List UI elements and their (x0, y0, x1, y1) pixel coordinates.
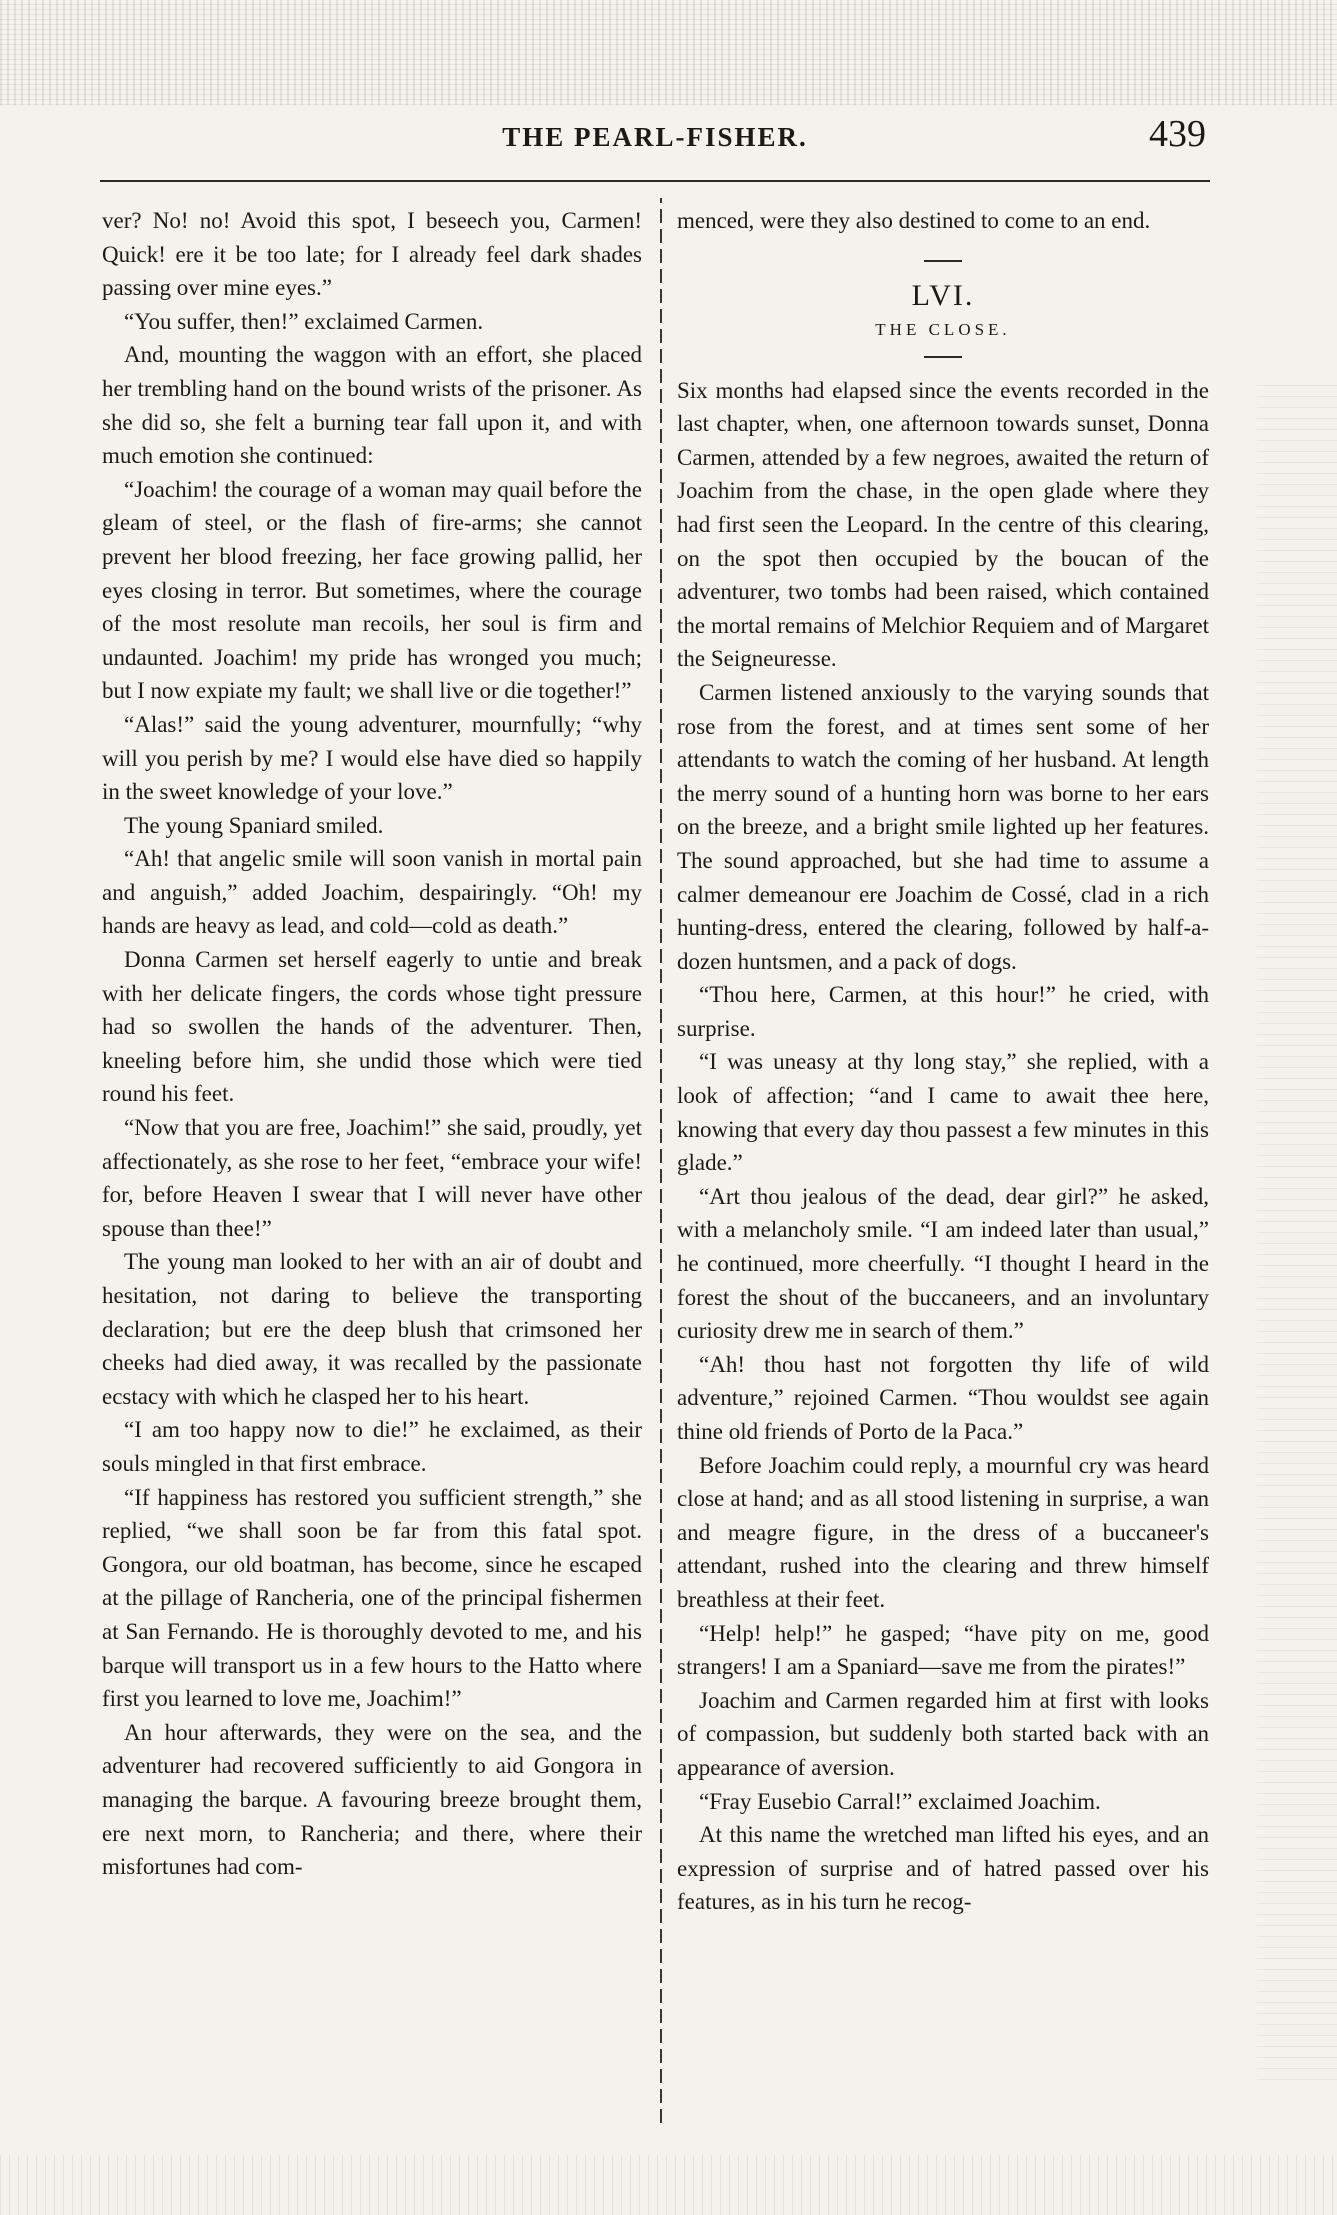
paragraph: “Ah! thou hast not forgotten thy life of wild adventure,” rejoined Carmen. “Thou wouldst see again thine old friends of Porto de la Paca.” (677, 1351, 1209, 1444)
chapter-number: LVI. (911, 278, 975, 312)
column-divider (660, 198, 662, 2123)
paragraph: “You suffer, then!” exclaimed Carmen. (124, 308, 484, 334)
paragraph: Carmen listened anxiously to the varying sounds that rose from the forest, and at times sent some of her attendants to watch the coming of her husband. At length the merry sound of a hunting horn was borne to her ears on the breeze, and a bright smile lighted up her features. The sound approached, but she had time to assume a calmer demeanour ere Joachim de Cossé, clad in a rich hunting-dress, entered the clearing, followed by half-a-dozen huntsmen, and a pack of dogs. (677, 679, 1209, 974)
paragraph: “Fray Eusebio Carral!” exclaimed Joachim. (699, 1788, 1101, 1814)
paragraph: “I am too happy now to die!” he exclaimed, as their souls mingled in that first embrace. (102, 1417, 642, 1476)
chapter-rule (924, 260, 962, 262)
paragraph: menced, were they also destined to come to an end. (677, 208, 1151, 233)
left-column (102, 204, 642, 1884)
paragraph: “Art thou jealous of the dead, dear girl?” he asked, with a melancholy smile. “I am indeed later than usual,” he continued, more cheerfully. “I thought I heard in the forest the shout of the buccaneers, and an involuntary curiosity drew me in search of them.” (677, 1183, 1209, 1344)
paragraph: Six months had elapsed since the events recorded in the last chapter, when, one afternoon towards sunset, Donna Carmen, attended by a few negroes, awaited the return of Joachim from the chase, in the open glade where they had first seen the Leopard. In the centre of this clearing, on the spot then occupied by the boucan of the adventurer, two tombs had been raised, which contained the mortal remains of Melchior Requiem and of Margaret the Seigneuresse. (677, 377, 1209, 672)
scan-noise-top (0, 0, 1337, 105)
paragraph: The young Spaniard smiled. (124, 812, 384, 838)
paragraph: “Ah! that angelic smile will soon vanish in mortal pain and anguish,” added Joachim, despairingly. “Oh! my hands are heavy as lead, and cold—cold as death.” (102, 846, 642, 939)
header-rule (100, 180, 1210, 182)
paragraph: Before Joachim could reply, a mournful cry was heard close at hand; and as all stood listening in surprise, a wan and meagre figure, in the dress of a buccaneer's attendant, rushed into the clearing and threw himself breathless at their feet. (677, 1452, 1209, 1612)
paragraph: An hour afterwards, they were on the sea, and the adventurer had recovered sufficiently to aid Gongora in managing the barque. A favouring breeze brought them, ere next morn, to Rancheria; and there, where their misfortunes had com- (102, 1719, 642, 1880)
chapter-rule (924, 356, 962, 358)
paragraph: Joachim and Carmen regarded him at first with looks of compassion, but suddenly both started back with an appearance of aversion. (677, 1687, 1209, 1780)
chapter-title: THE CLOSE. (875, 319, 1011, 339)
paragraph: At this name the wretched man lifted his eyes, and an expression of surprise and of hatred passed over his features, as in his turn he recog- (677, 1822, 1209, 1915)
paragraph: And, mounting the waggon with an effort, she placed her trembling hand on the bound wrists of the prisoner. As she did so, she felt a burning tear fall upon it, and with much emotion she continued: (102, 342, 642, 469)
right-column (677, 204, 1209, 1919)
paragraph: “Help! help!” he gasped; “have pity on me, good strangers! I am a Spaniard—save me from the pirates!” (677, 1620, 1209, 1680)
paragraph: “Now that you are free, Joachim!” she said, proudly, yet affectionately, as she rose to her feet, “embrace your wife! for, before Heaven I swear that I will never have other spouse than thee!” (102, 1115, 642, 1241)
paragraph: The young man looked to her with an air of doubt and hesitation, not daring to believe the transporting declaration; but ere the deep blush that crimsoned her cheeks had died away, it was recalled by the passionate ecstacy with which he clasped her to his heart. (102, 1249, 642, 1409)
paragraph: ver? No! no! Avoid this spot, I beseech you, Carmen! Quick! ere it be too late; for I already feel dark shades passing over mine eyes.” (102, 208, 642, 301)
scan-noise-right (1257, 380, 1337, 2080)
scan-noise-bottom (0, 2155, 1337, 2215)
running-title: THE PEARL-FISHER. (502, 122, 808, 152)
page-header (100, 112, 1210, 170)
paragraph: “I was uneasy at thy long stay,” she replied, with a look of affection; “and I came to await thee here, knowing that every day thou passest a few minutes in this glade.” (677, 1049, 1209, 1176)
chapter-heading (677, 260, 1209, 358)
paragraph: “Joachim! the courage of a woman may quail before the gleam of steel, or the flash of fire-arms; she cannot prevent her blood freezing, her face growing pallid, her eyes closing in terror. But sometimes, where the courage of the most resolute man recoils, her soul is firm and undaunted. Joachim! my pride has wronged you much; but I now expiate my fault; we shall live or die together!” (102, 476, 642, 704)
paragraph: “Alas!” said the young adventurer, mournfully; “why will you perish by me? I would else have died so happily in the sweet knowledge of your love.” (102, 711, 642, 805)
paragraph: “If happiness has restored you sufficient strength,” she replied, “we shall soon be far from this fatal spot. Gongora, our old boatman, has become, since he escaped at the pillage of Rancheria, one of the principal fishermen at San Fernando. He is thoroughly devoted to me, and his barque will transport us in a few hours to the Hatto where first you learned to love me, Joachim!” (102, 1484, 642, 1712)
page-number: 439 (1149, 113, 1206, 155)
paragraph: “Thou here, Carmen, at this hour!” he cried, with surprise. (677, 982, 1209, 1041)
paragraph: Donna Carmen set herself eagerly to untie and break with her delicate fingers, the cords whose tight pressure had so swollen the hands of the adventurer. Then, kneeling before him, she undid those which were tied round his feet. (102, 947, 642, 1107)
